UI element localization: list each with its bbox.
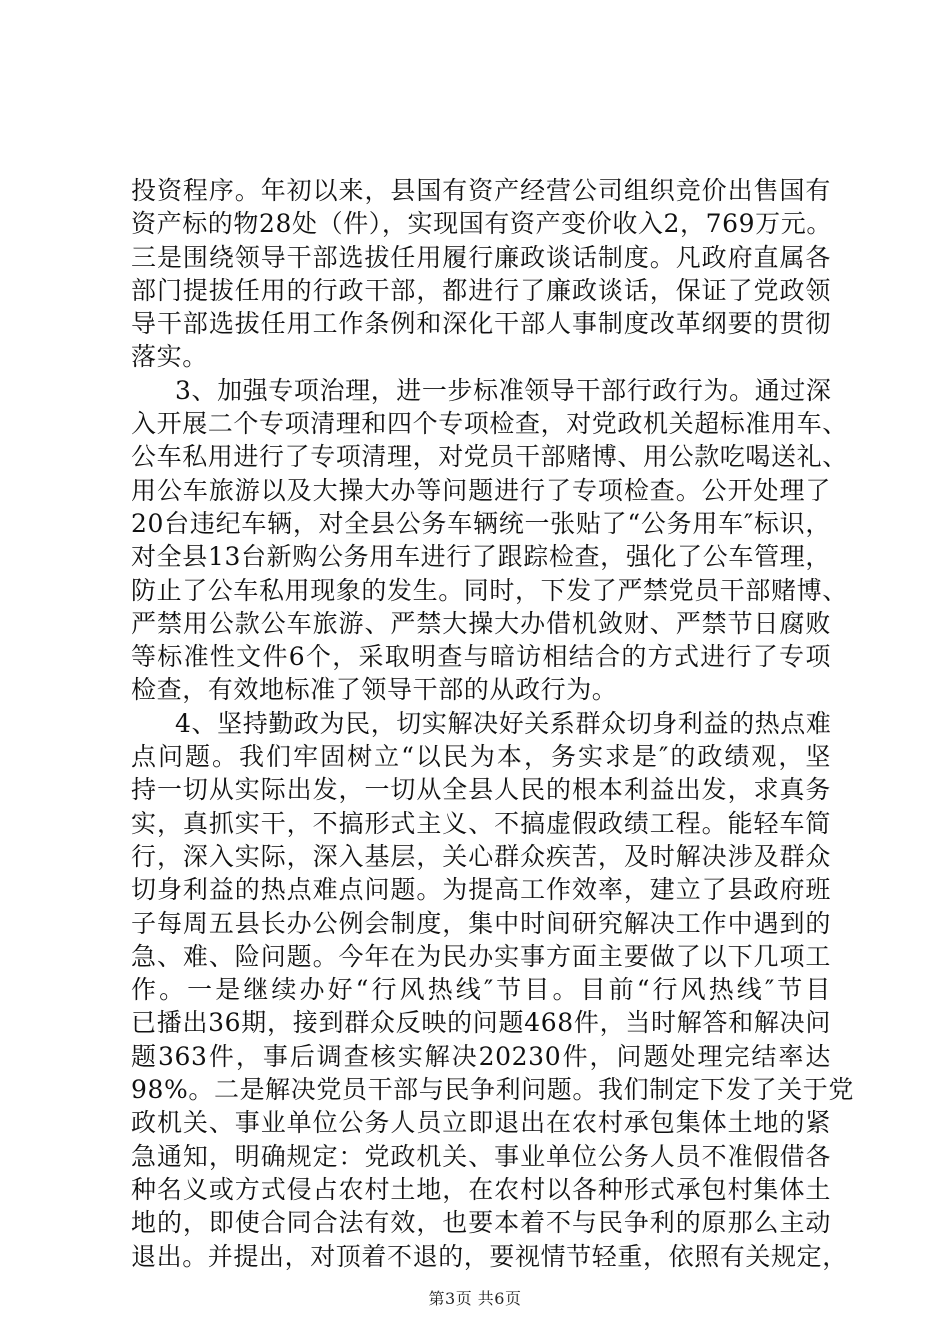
text-line: 严禁用公款公车旅游、严禁大操大办借机敛财、严禁节日腐败 [131, 608, 831, 638]
text-line: 已播出36期，接到群众反映的问题468件，当时解答和解决问 [131, 1008, 831, 1038]
text-line: 部门提拔任用的行政干部，都进行了廉政谈话，保证了党政领 [131, 275, 831, 305]
text-line: 投资程序。年初以来，县国有资产经营公司组织竞价出售国有 [131, 176, 831, 205]
text-line: 题363件，事后调查核实解决20230件，问题处理完结率达 [131, 1041, 831, 1071]
text-line: 用公车旅游以及大操大办等问题进行了专项检查。公开处理了 [131, 475, 831, 505]
text-line: 20台违纪车辆，对全县公务车辆统一张贴了“公务用车″标识， [131, 508, 831, 538]
body-text [131, 174, 854, 1273]
text-line: 导干部选拔任用工作条例和深化干部人事制度改革纲要的贯彻 [131, 309, 831, 339]
text-line: 持一切从实际出发，一切从全县人民的根本利益出发，求真务 [131, 775, 831, 805]
text-line: 种名义或方式侵占农村土地，在农村以各种形式承包村集体土 [131, 1174, 831, 1204]
text-line: 点问题。我们牢固树立“以民为本，务实求是″的政绩观，坚 [131, 742, 831, 772]
paragraph-start-line: 4、坚持勤政为民，切实解决好关系群众切身利益的热点难 [175, 708, 832, 738]
page-number-footer: 第3页 共6页 [428, 1289, 522, 1308]
text-line: 等标准性文件6个，采取明查与暗访相结合的方式进行了专项 [131, 642, 831, 672]
paragraph-start-line: 3、加强专项治理，进一步标准领导干部行政行为。通过深 [175, 375, 832, 405]
text-line: 子每周五县长办公例会制度，集中时间研究解决工作中遇到的 [131, 908, 831, 938]
text-line: 急、难、险问题。今年在为民办实事方面主要做了以下几项工 [131, 941, 831, 971]
text-line: 政机关、事业单位公务人员立即退出在农村承包集体土地的紧 [131, 1108, 831, 1138]
text-line: 资产标的物28处（件），实现国有资产变价收入2，769万元。 [131, 209, 832, 239]
text-line: 98%。二是解决党员干部与民争利问题。我们制定下发了关于党 [131, 1075, 854, 1105]
text-line: 对全县13台新购公务用车进行了跟踪检查，强化了公车管理， [131, 542, 831, 572]
text-line: 切身利益的热点难点问题。为提高工作效率，建立了县政府班 [131, 875, 831, 905]
text-line: 三是围绕领导干部选拔任用履行廉政谈话制度。凡政府直属各 [131, 242, 831, 272]
text-line: 地的，即使合同合法有效，也要本着不与民争利的原那么主动 [131, 1208, 831, 1238]
text-line: 退出。并提出，对顶着不退的，要视情节轻重，依照有关规定， [131, 1241, 848, 1271]
text-line: 防止了公车私用现象的发生。同时，下发了严禁党员干部赌博、 [131, 575, 848, 605]
text-line: 急通知，明确规定：党政机关、事业单位公务人员不准假借各 [131, 1141, 831, 1171]
text-line: 入开展二个专项清理和四个专项检查，对党政机关超标准用车、 [131, 409, 848, 439]
text-line: 检查，有效地标准了领导干部的从政行为。 [131, 675, 618, 705]
text-line: 落实。 [131, 342, 208, 372]
text-line: 公车私用进行了专项清理，对党员干部赌博、用公款吃喝送礼、 [131, 442, 848, 472]
text-line: 作。一是继续办好“行风热线″节目。目前“行风热线″节目 [131, 975, 831, 1005]
text-line: 实，真抓实干，不搞形式主义、不搞虚假政绩工程。能轻车简 [131, 808, 831, 838]
text-line: 行，深入实际，深入基层，关心群众疾苦，及时解决涉及群众 [131, 841, 831, 871]
